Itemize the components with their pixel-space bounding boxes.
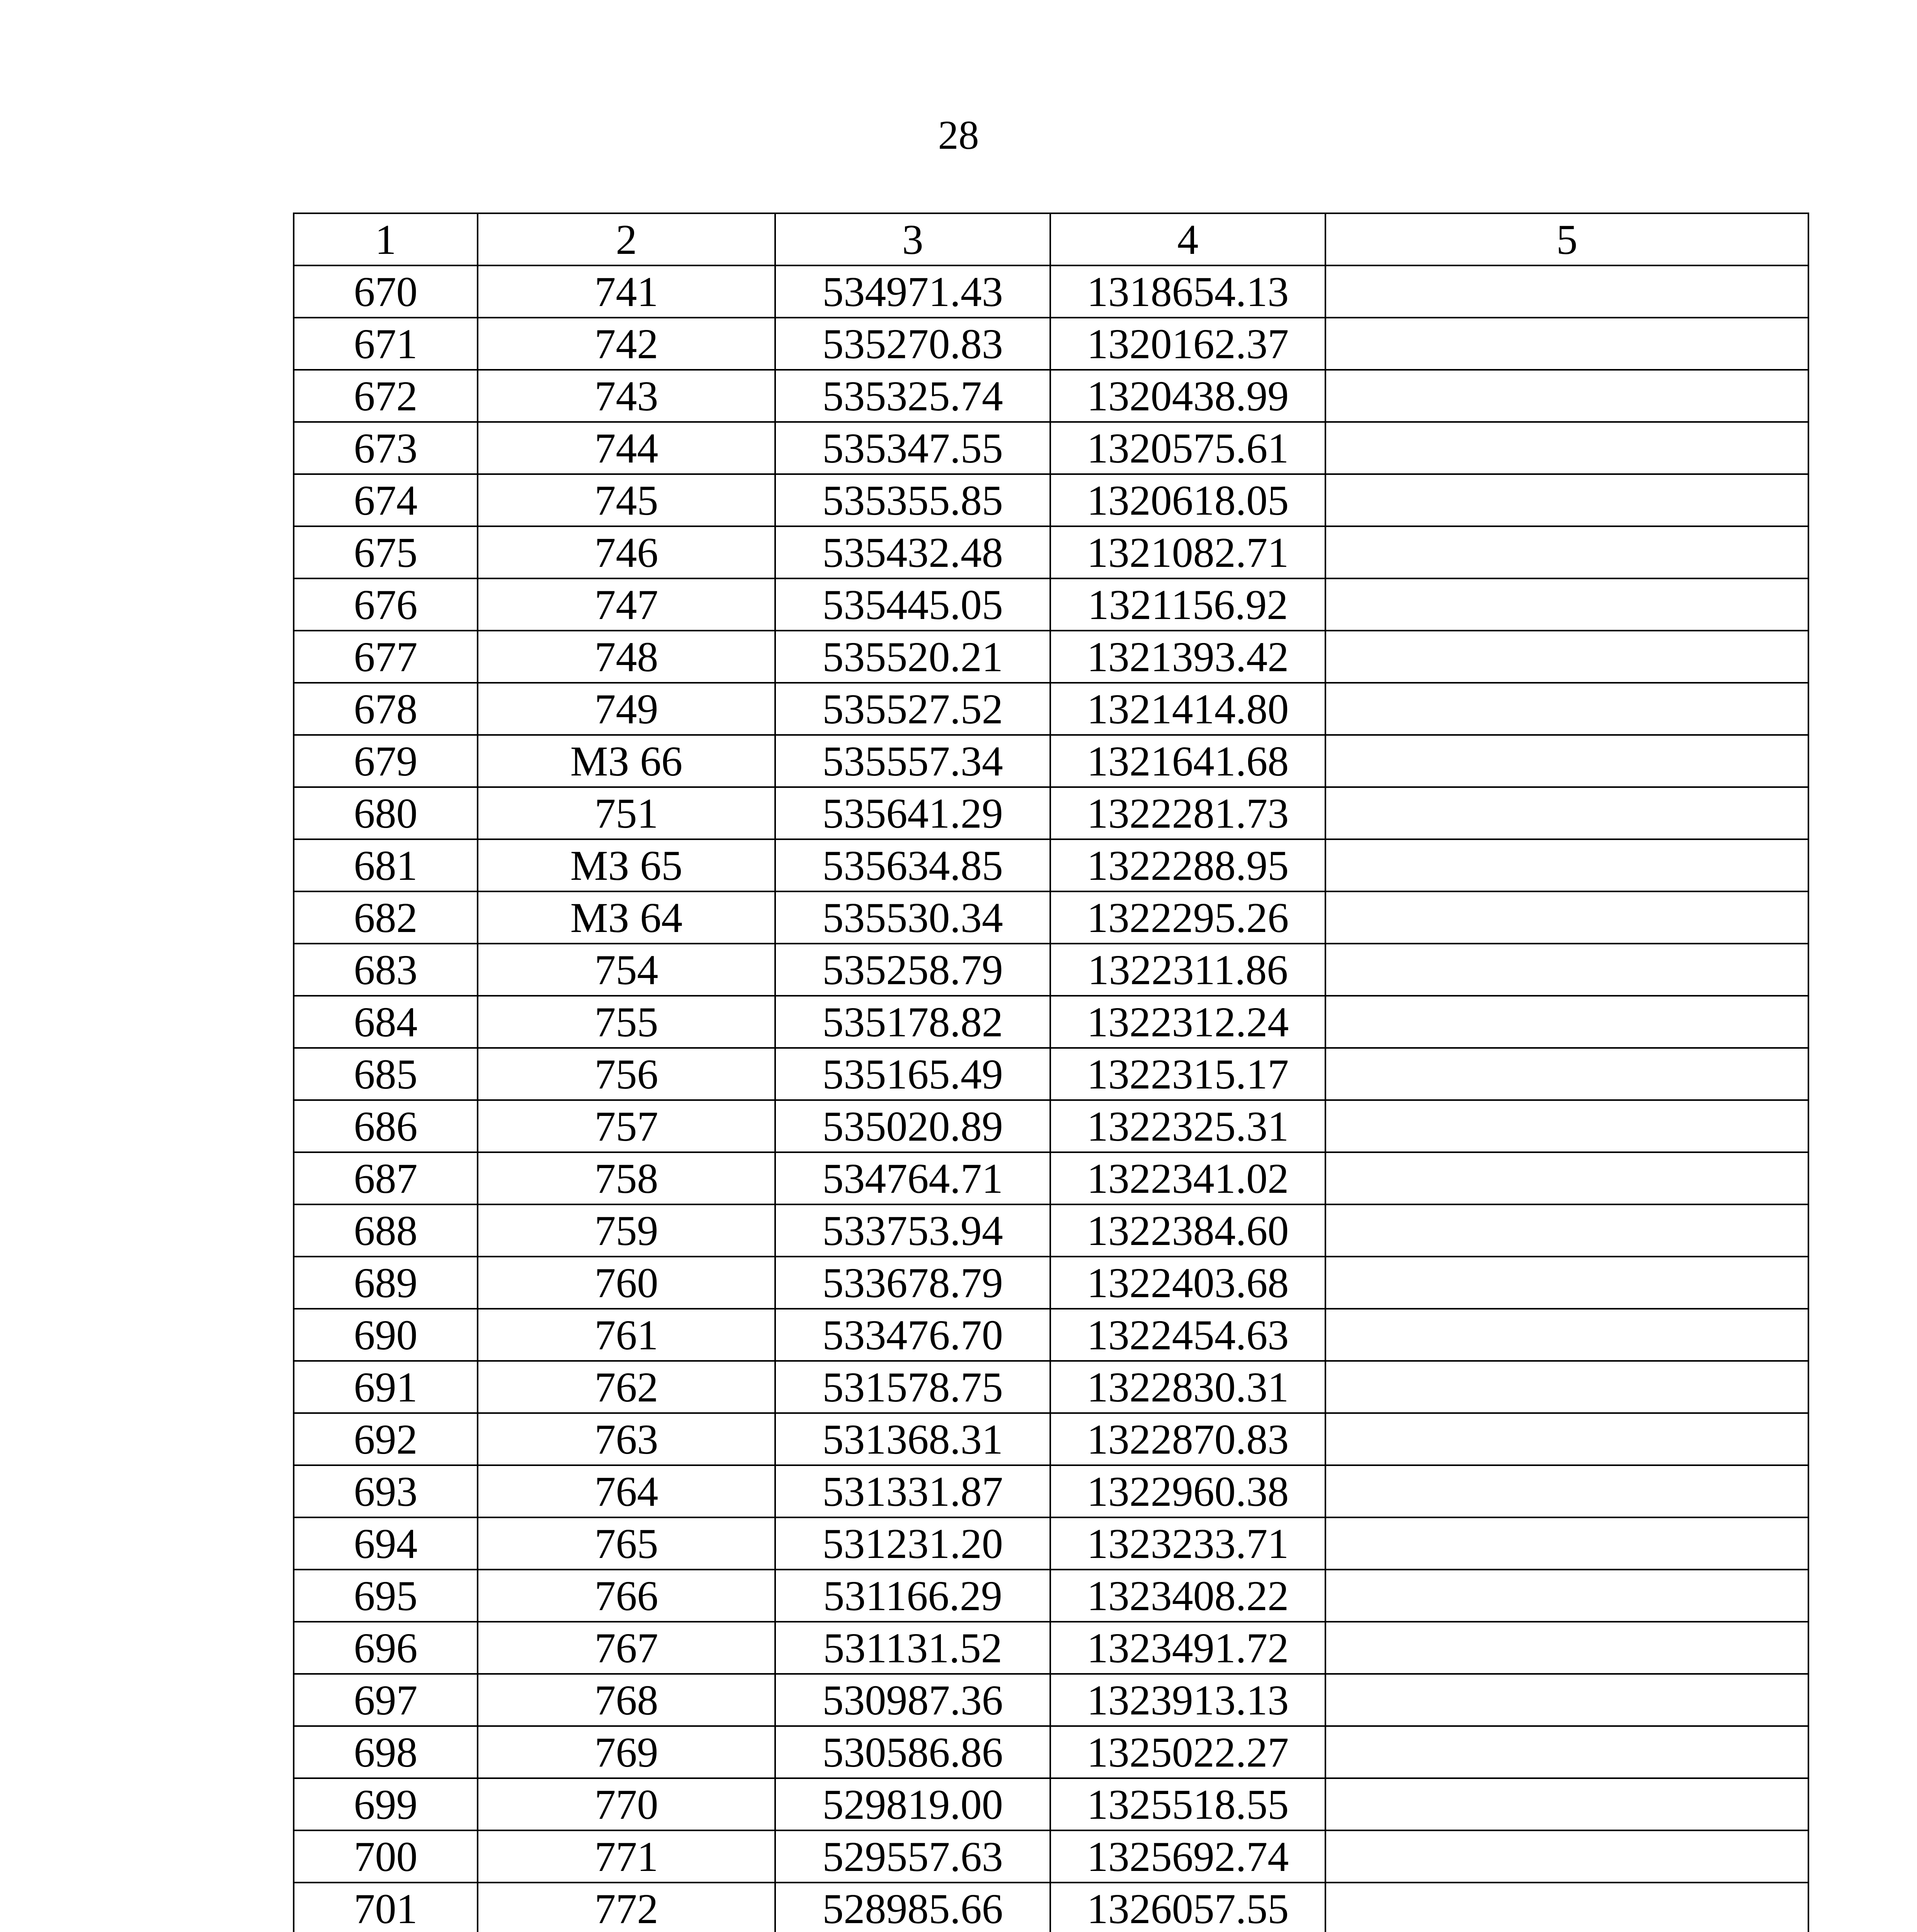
table-cell-col-5 [1325, 1517, 1808, 1570]
table-cell-col-2: 768 [478, 1674, 775, 1726]
coordinates-table [293, 213, 1809, 1932]
table-cell-col-2: 756 [478, 1048, 775, 1100]
table-row [294, 318, 1808, 370]
table-cell-col-3: 531231.20 [775, 1517, 1050, 1570]
table-cell-col-4: 1321082.71 [1050, 526, 1325, 578]
table-cell-col-2: 770 [478, 1778, 775, 1830]
table-cell-col-5 [1325, 1413, 1808, 1465]
table-row [294, 474, 1808, 526]
table-cell-col-2: МЗ 65 [478, 839, 775, 891]
table-cell-col-1: 689 [294, 1257, 478, 1309]
table-cell-col-1: 699 [294, 1778, 478, 1830]
table-cell-col-4: 1321156.92 [1050, 578, 1325, 631]
table-row [294, 370, 1808, 422]
table-cell-col-5: 5 [1325, 213, 1808, 265]
table-cell-col-5 [1325, 1883, 1808, 1932]
table-cell-col-1: 694 [294, 1517, 478, 1570]
table-cell-col-5 [1325, 474, 1808, 526]
table-cell-col-1: 682 [294, 891, 478, 944]
table-cell-col-3: 535530.34 [775, 891, 1050, 944]
table-row [294, 631, 1808, 683]
table-cell-col-2: 772 [478, 1883, 775, 1932]
table-cell-col-2: 761 [478, 1309, 775, 1361]
table-cell-col-5 [1325, 1570, 1808, 1622]
table-cell-col-4: 1323913.13 [1050, 1674, 1325, 1726]
table-cell-col-4: 1322384.60 [1050, 1204, 1325, 1257]
table-cell-col-5 [1325, 1204, 1808, 1257]
table-cell-col-3: 535355.85 [775, 474, 1050, 526]
table-row [294, 265, 1808, 318]
table-row [294, 526, 1808, 578]
table-cell-col-3: 535557.34 [775, 735, 1050, 787]
table-cell-col-2: 771 [478, 1830, 775, 1883]
table-cell-col-2: 749 [478, 683, 775, 735]
table-cell-col-4: 1322830.31 [1050, 1361, 1325, 1413]
table-cell-col-1: 701 [294, 1883, 478, 1932]
table-cell-col-3: 535432.48 [775, 526, 1050, 578]
table-cell-col-3: 535520.21 [775, 631, 1050, 683]
table-row [294, 1048, 1808, 1100]
table-cell-col-3: 531368.31 [775, 1413, 1050, 1465]
table-cell-col-5 [1325, 1361, 1808, 1413]
table-cell-col-3: 531578.75 [775, 1361, 1050, 1413]
table-header-row [294, 213, 1808, 265]
table-cell-col-4: 1320618.05 [1050, 474, 1325, 526]
table-cell-col-5 [1325, 1048, 1808, 1100]
table-cell-col-1: 677 [294, 631, 478, 683]
table-cell-col-3: 535258.79 [775, 944, 1050, 996]
table-row [294, 1570, 1808, 1622]
table-row [294, 1152, 1808, 1204]
table-cell-col-5 [1325, 1465, 1808, 1517]
table-cell-col-5 [1325, 526, 1808, 578]
table-cell-col-4: 1322312.24 [1050, 996, 1325, 1048]
table-row [294, 1830, 1808, 1883]
table-cell-col-5 [1325, 1152, 1808, 1204]
table-row [294, 1517, 1808, 1570]
table-cell-col-4: 1320575.61 [1050, 422, 1325, 474]
table-cell-col-2: 743 [478, 370, 775, 422]
table-cell-col-3: 535270.83 [775, 318, 1050, 370]
table-cell-col-1: 679 [294, 735, 478, 787]
table-cell-col-4: 1322295.26 [1050, 891, 1325, 944]
table-cell-col-4: 1323491.72 [1050, 1622, 1325, 1674]
table-cell-col-5 [1325, 1830, 1808, 1883]
table-cell-col-2: 755 [478, 996, 775, 1048]
table-cell-col-5 [1325, 318, 1808, 370]
table-row [294, 1622, 1808, 1674]
table-cell-col-2: 769 [478, 1726, 775, 1778]
table-cell-col-4: 4 [1050, 213, 1325, 265]
table-cell-col-3: 535020.89 [775, 1100, 1050, 1152]
table-cell-col-4: 1325022.27 [1050, 1726, 1325, 1778]
table-cell-col-4: 1322288.95 [1050, 839, 1325, 891]
table-cell-col-4: 1322454.63 [1050, 1309, 1325, 1361]
table-cell-col-2: МЗ 66 [478, 735, 775, 787]
table-cell-col-2: 766 [478, 1570, 775, 1622]
table-row [294, 891, 1808, 944]
table-cell-col-1: 684 [294, 996, 478, 1048]
table-row [294, 735, 1808, 787]
table-row [294, 1883, 1808, 1932]
table-cell-col-5 [1325, 839, 1808, 891]
table-row [294, 1674, 1808, 1726]
table-cell-col-2: 742 [478, 318, 775, 370]
table-cell-col-2: 748 [478, 631, 775, 683]
table-cell-col-4: 1322281.73 [1050, 787, 1325, 839]
table-cell-col-3: 529557.63 [775, 1830, 1050, 1883]
table-cell-col-2: 746 [478, 526, 775, 578]
table-row [294, 1465, 1808, 1517]
table-cell-col-4: 1322960.38 [1050, 1465, 1325, 1517]
table-row [294, 1309, 1808, 1361]
table-cell-col-5 [1325, 1726, 1808, 1778]
table-cell-col-4: 1322325.31 [1050, 1100, 1325, 1152]
table-cell-col-4: 1321414.80 [1050, 683, 1325, 735]
table-cell-col-4: 1318654.13 [1050, 265, 1325, 318]
table-row [294, 1257, 1808, 1309]
table-cell-col-5 [1325, 1309, 1808, 1361]
table-cell-col-2: 754 [478, 944, 775, 996]
table-cell-col-1: 676 [294, 578, 478, 631]
table-row [294, 683, 1808, 735]
table-row [294, 1204, 1808, 1257]
table-cell-col-2: 758 [478, 1152, 775, 1204]
table-cell-col-4: 1322870.83 [1050, 1413, 1325, 1465]
table-cell-col-2: 760 [478, 1257, 775, 1309]
table-cell-col-3: 535347.55 [775, 422, 1050, 474]
table-cell-col-3: 533753.94 [775, 1204, 1050, 1257]
table-cell-col-3: 530987.36 [775, 1674, 1050, 1726]
table-cell-col-3: 3 [775, 213, 1050, 265]
table-cell-col-2: 757 [478, 1100, 775, 1152]
table-cell-col-5 [1325, 735, 1808, 787]
table-cell-col-4: 1322341.02 [1050, 1152, 1325, 1204]
table-body [294, 213, 1808, 1932]
table-cell-col-1: 700 [294, 1830, 478, 1883]
table-cell-col-4: 1320162.37 [1050, 318, 1325, 370]
table-cell-col-1: 681 [294, 839, 478, 891]
table-cell-col-1: 675 [294, 526, 478, 578]
table-cell-col-1: 687 [294, 1152, 478, 1204]
table-cell-col-5 [1325, 891, 1808, 944]
table-cell-col-4: 1323233.71 [1050, 1517, 1325, 1570]
table-cell-col-5 [1325, 996, 1808, 1048]
table-cell-col-2: 741 [478, 265, 775, 318]
table-cell-col-4: 1322311.86 [1050, 944, 1325, 996]
table-row [294, 422, 1808, 474]
page-number: 28 [938, 112, 979, 158]
table-cell-col-2: 759 [478, 1204, 775, 1257]
table-cell-col-3: 529819.00 [775, 1778, 1050, 1830]
table-cell-col-3: 535325.74 [775, 370, 1050, 422]
table-row [294, 996, 1808, 1048]
table-cell-col-5 [1325, 787, 1808, 839]
table-row [294, 1726, 1808, 1778]
table-cell-col-1: 678 [294, 683, 478, 735]
table-row [294, 839, 1808, 891]
table-cell-col-1: 685 [294, 1048, 478, 1100]
table-cell-col-1: 683 [294, 944, 478, 996]
table-cell-col-3: 535641.29 [775, 787, 1050, 839]
table-cell-col-4: 1321641.68 [1050, 735, 1325, 787]
table-row [294, 1413, 1808, 1465]
table-cell-col-2: 763 [478, 1413, 775, 1465]
table-cell-col-4: 1322403.68 [1050, 1257, 1325, 1309]
table-cell-col-1: 695 [294, 1570, 478, 1622]
table-cell-col-2: 764 [478, 1465, 775, 1517]
table-cell-col-2: МЗ 64 [478, 891, 775, 944]
table-cell-col-3: 534971.43 [775, 265, 1050, 318]
table-cell-col-1: 691 [294, 1361, 478, 1413]
table-cell-col-2: 765 [478, 1517, 775, 1570]
table-cell-col-5 [1325, 1622, 1808, 1674]
table-cell-col-3: 533678.79 [775, 1257, 1050, 1309]
table-cell-col-3: 534764.71 [775, 1152, 1050, 1204]
table-cell-col-5 [1325, 1100, 1808, 1152]
table-cell-col-5 [1325, 422, 1808, 474]
table-cell-col-4: 1325518.55 [1050, 1778, 1325, 1830]
table-cell-col-3: 535527.52 [775, 683, 1050, 735]
table-cell-col-1: 688 [294, 1204, 478, 1257]
table-row [294, 1100, 1808, 1152]
table-cell-col-1: 693 [294, 1465, 478, 1517]
table-row [294, 578, 1808, 631]
table-cell-col-1: 696 [294, 1622, 478, 1674]
table-cell-col-5 [1325, 265, 1808, 318]
table-cell-col-1: 690 [294, 1309, 478, 1361]
table-cell-col-4: 1321393.42 [1050, 631, 1325, 683]
table-cell-col-4: 1322315.17 [1050, 1048, 1325, 1100]
table-cell-col-3: 535178.82 [775, 996, 1050, 1048]
table-row [294, 1361, 1808, 1413]
table-row [294, 944, 1808, 996]
table-cell-col-5 [1325, 370, 1808, 422]
table-cell-col-4: 1326057.55 [1050, 1883, 1325, 1932]
table-row [294, 787, 1808, 839]
table-cell-col-2: 747 [478, 578, 775, 631]
table-cell-col-5 [1325, 578, 1808, 631]
table-cell-col-5 [1325, 683, 1808, 735]
table-cell-col-3: 530586.86 [775, 1726, 1050, 1778]
table-cell-col-1: 692 [294, 1413, 478, 1465]
table-cell-col-5 [1325, 1778, 1808, 1830]
table-cell-col-2: 767 [478, 1622, 775, 1674]
table-cell-col-1: 680 [294, 787, 478, 839]
table-cell-col-2: 762 [478, 1361, 775, 1413]
table-cell-col-3: 531166.29 [775, 1570, 1050, 1622]
table-cell-col-3: 528985.66 [775, 1883, 1050, 1932]
table-cell-col-3: 531331.87 [775, 1465, 1050, 1517]
table-cell-col-1: 686 [294, 1100, 478, 1152]
table-cell-col-1: 670 [294, 265, 478, 318]
table-cell-col-1: 698 [294, 1726, 478, 1778]
table-cell-col-2: 744 [478, 422, 775, 474]
table-row [294, 1778, 1808, 1830]
table-cell-col-5 [1325, 1674, 1808, 1726]
table-cell-col-5 [1325, 631, 1808, 683]
table-cell-col-2: 751 [478, 787, 775, 839]
table-cell-col-1: 674 [294, 474, 478, 526]
table-cell-col-3: 533476.70 [775, 1309, 1050, 1361]
table-cell-col-1: 671 [294, 318, 478, 370]
table-cell-col-3: 535445.05 [775, 578, 1050, 631]
table-cell-col-3: 535165.49 [775, 1048, 1050, 1100]
table-cell-col-3: 535634.85 [775, 839, 1050, 891]
table-cell-col-2: 745 [478, 474, 775, 526]
table-cell-col-5 [1325, 1257, 1808, 1309]
table-cell-col-4: 1320438.99 [1050, 370, 1325, 422]
table-cell-col-3: 531131.52 [775, 1622, 1050, 1674]
table-cell-col-1: 1 [294, 213, 478, 265]
table-cell-col-1: 673 [294, 422, 478, 474]
table-cell-col-4: 1323408.22 [1050, 1570, 1325, 1622]
table-cell-col-4: 1325692.74 [1050, 1830, 1325, 1883]
table-cell-col-5 [1325, 944, 1808, 996]
table-cell-col-2: 2 [478, 213, 775, 265]
table-cell-col-1: 672 [294, 370, 478, 422]
table-cell-col-1: 697 [294, 1674, 478, 1726]
